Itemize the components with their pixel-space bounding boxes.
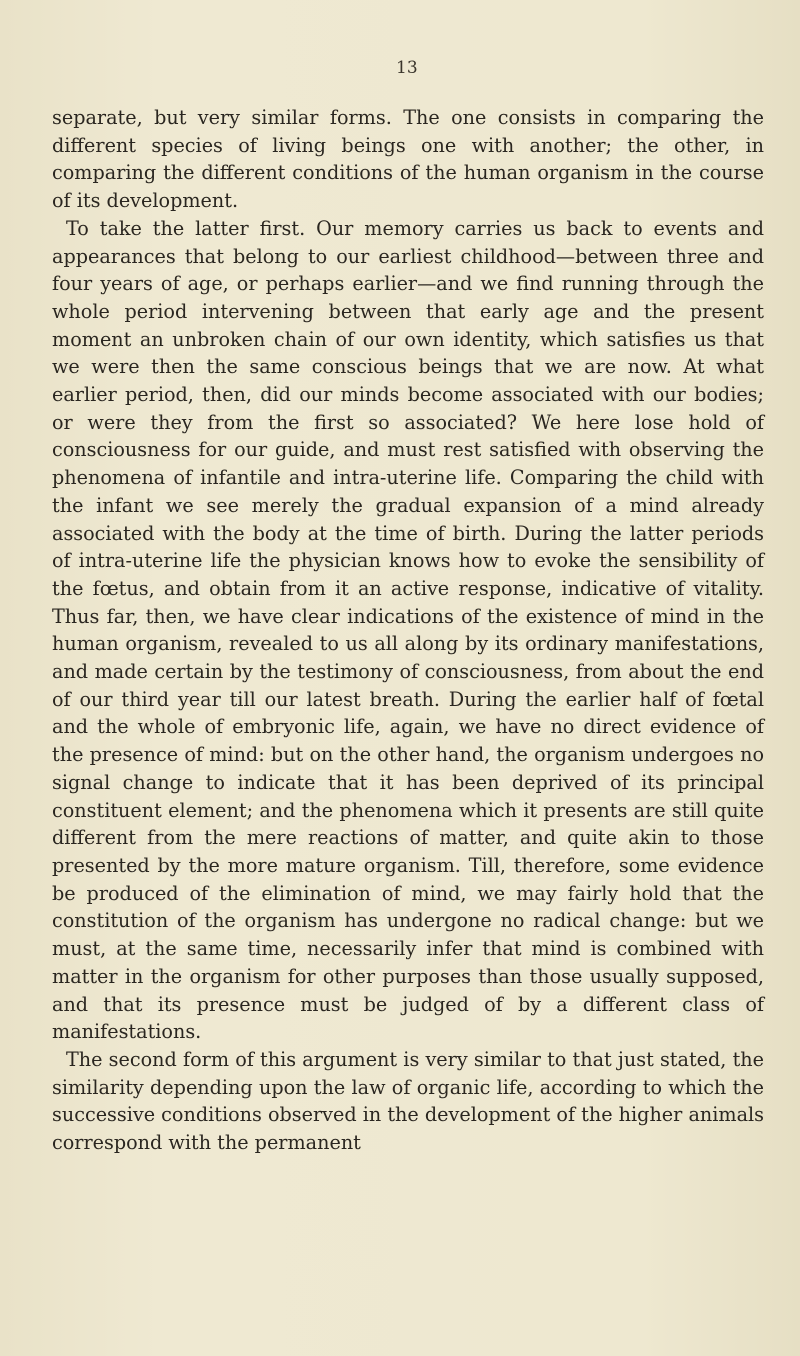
paragraph-2: To take the latter first. Our memory carries us back to events and appearances that belong to our earliest childhood—between three and four years of age, or perhaps earlier—and we find running through the whole period intervening between that early age and the present moment an unbroken chain of our own identity, which satisfies us that we were then the same conscious beings that we are now. At what earlier period, then, did our minds become associated with our bodies; or were they from the first so associated? We here lose hold of consciousness for our guide, and must rest satisfied with observing the phenomena of infantile and intra-uterine life. Comparing the child with the infant we see merely the gradual expansion of a mind already associated with the body at the time of birth. During the latter periods of intra-uterine life the physician knows how to evoke the sensibility of the fœtus, and obtain from it an active response, indicative of vitality. Thus far, then, we have clear indications of the existence of mind in the human organism, revealed to us all along by its ordinary manifestations, and made certain by the testimony of consciousness, from about the end of our third year till our latest breath. During the earlier half of fœtal and the whole of embryonic life, again, we have no direct evidence of the presence of mind: but on the other hand, the organism undergoes no signal change to indicate that it has been deprived of its principal constituent element; and the phenomena which it presents are still quite different from the mere reactions of matter, and quite akin to those presented by the more mature organism. Till, therefore, some evidence be produced of the elimination of mind, we may fairly hold that the constitution of the organism has undergone no radical change: but we must, at the same time, necessarily infer that mind is combined with matter in the organism for other purposes than those usually supposed, and that its presence must be judged of by a different class of manifestations. [52, 216, 764, 1044]
paragraph-1: separate, but very similar forms. The one consists in comparing the different species of living beings one with another; the other, in comparing the different conditions of the human organism in the course of its development. [52, 106, 764, 213]
page-number: 13 [396, 58, 418, 78]
page-text [52, 104, 764, 1157]
paragraph-3: The second form of this argument is very similar to that just stated, the similarity depending upon the law of organic life, according to which the successive conditions observed in the development of the higher animals correspond with the permanent [52, 1047, 764, 1155]
